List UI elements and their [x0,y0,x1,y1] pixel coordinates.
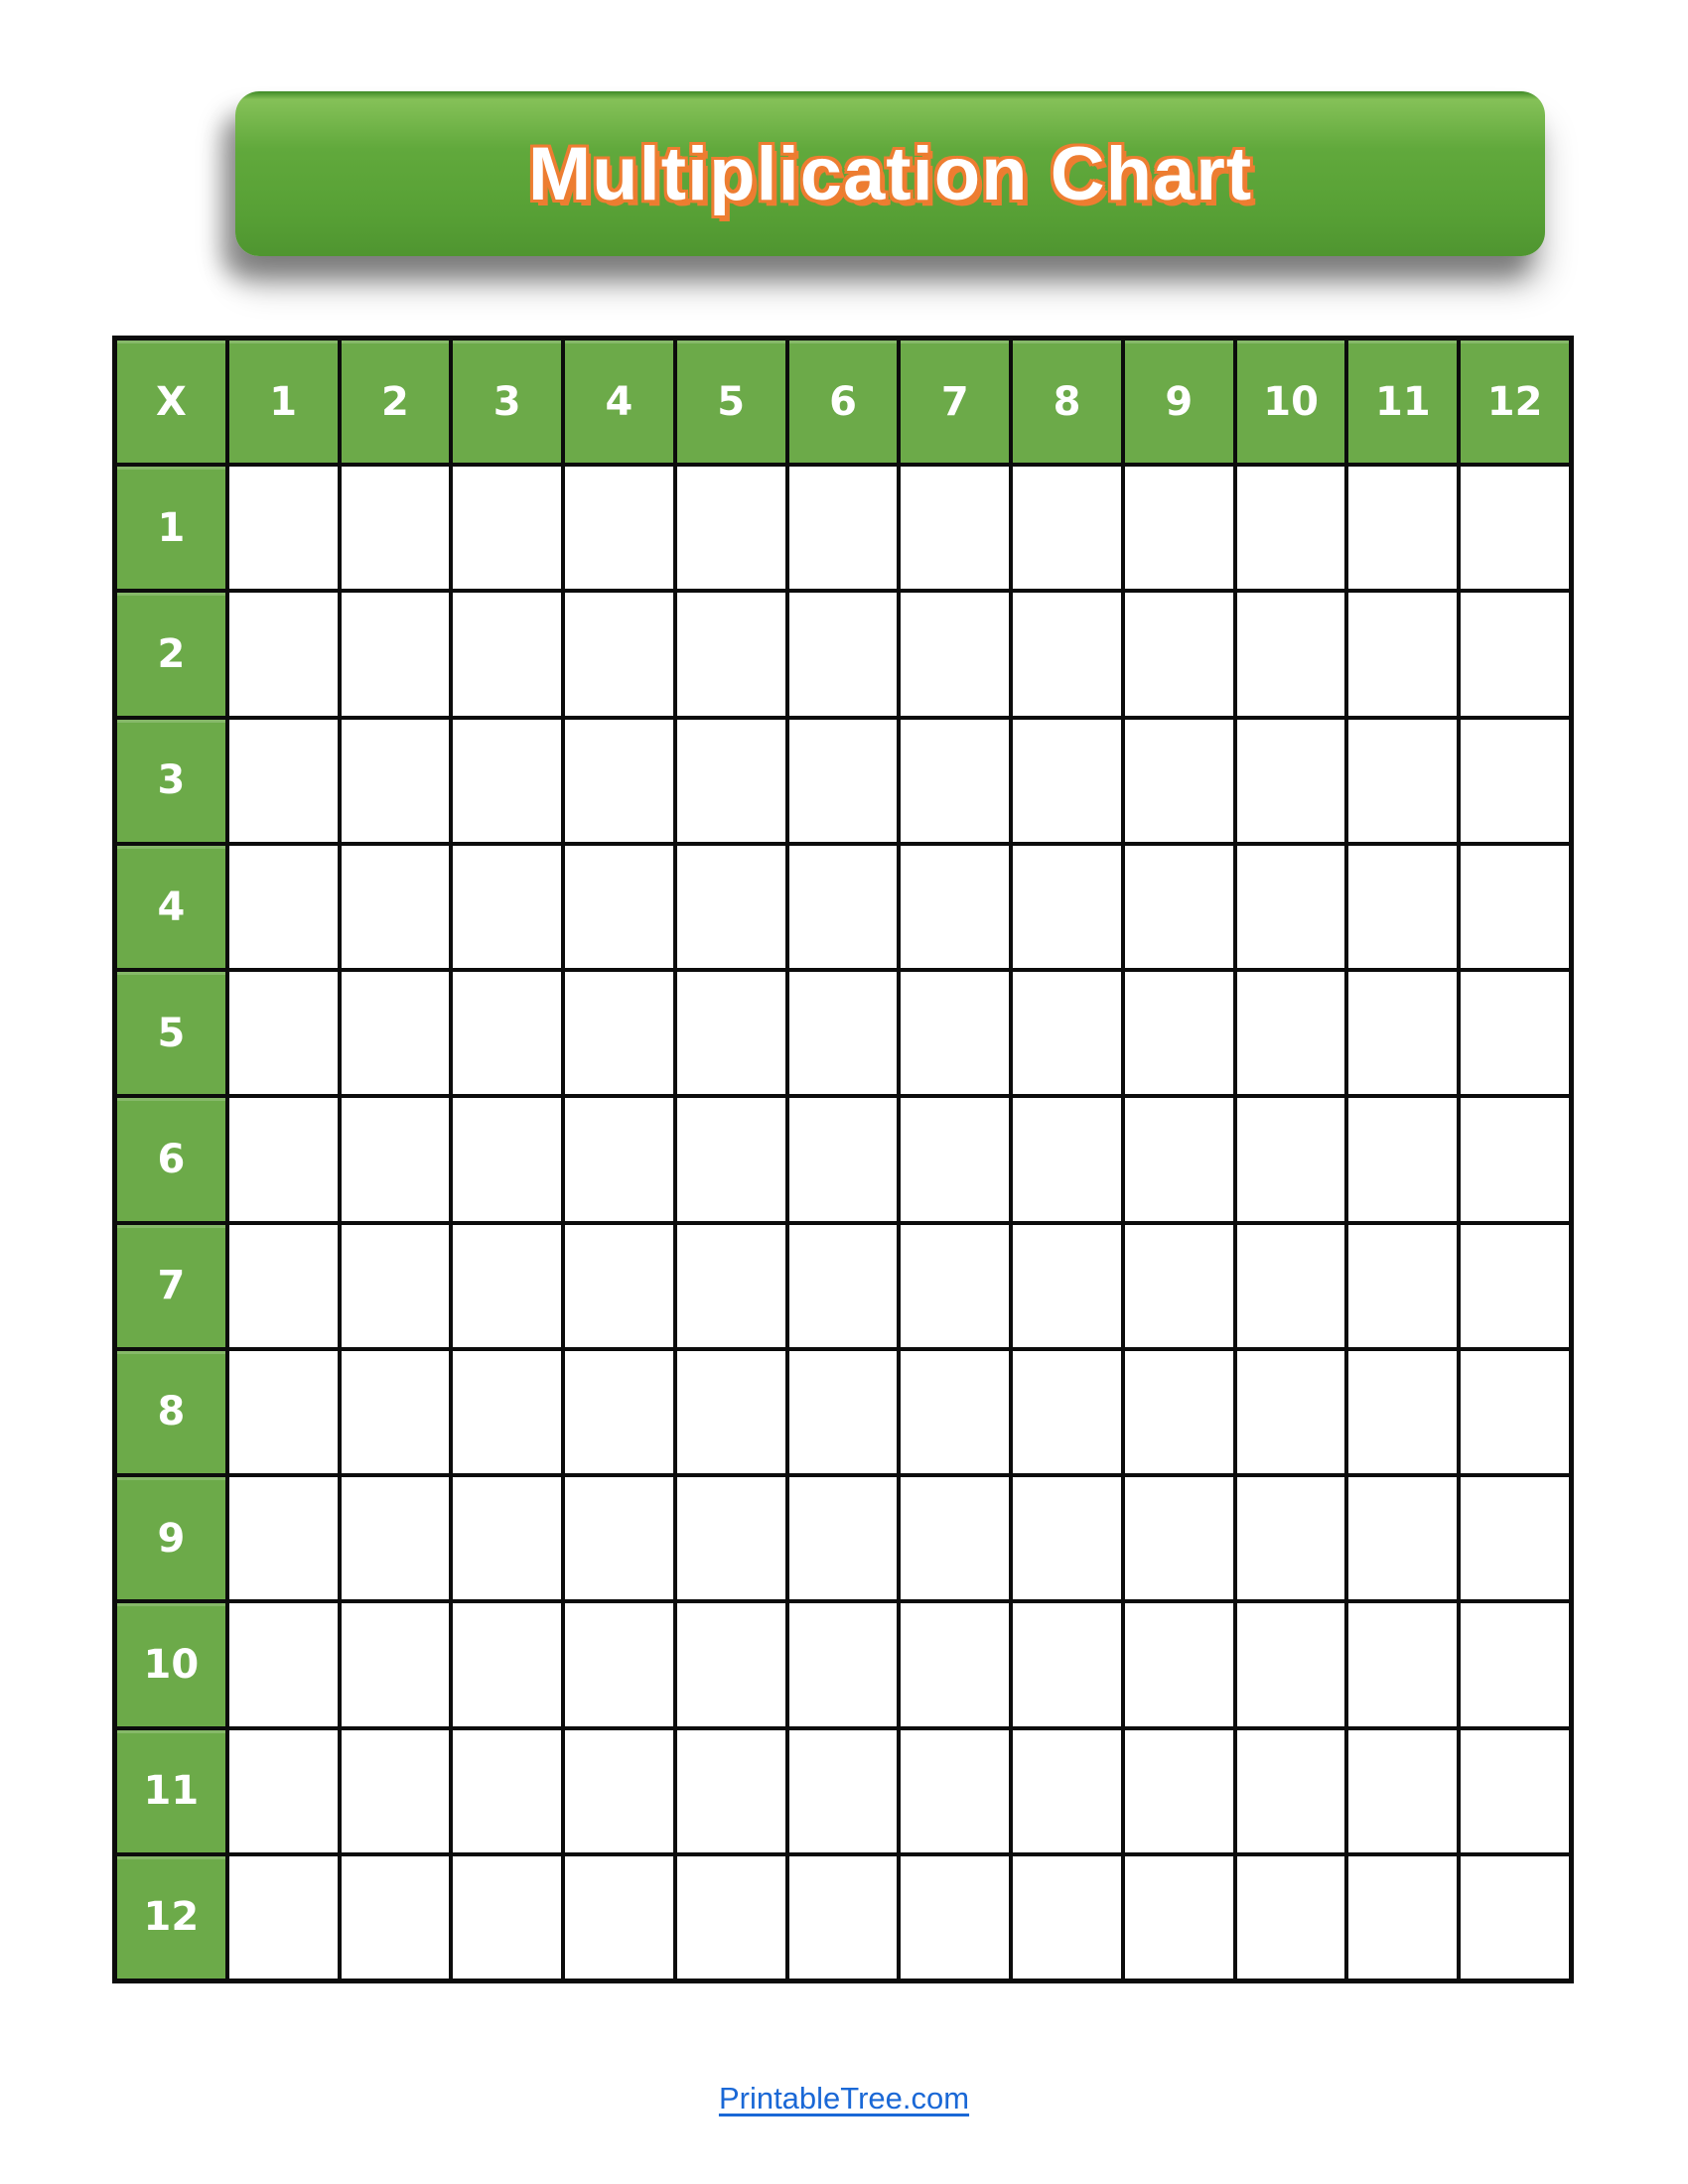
grid-cell [565,1730,673,1852]
grid-cell [1125,1856,1233,1979]
grid-cell [342,1351,450,1473]
grid-cell [789,467,898,589]
grid-cell [677,972,785,1094]
grid-cell [1237,720,1345,842]
grid-cell [1461,846,1569,968]
grid-cell [677,1730,785,1852]
grid-cell [1125,1098,1233,1220]
grid-cell [901,1351,1009,1473]
grid-cell [1237,1098,1345,1220]
column-header-cell: 6 [789,341,898,463]
column-header-cell: 2 [342,341,450,463]
grid-cell [453,1225,561,1347]
row-header-cell: 7 [117,1225,225,1347]
multiplication-grid [112,336,1574,1983]
grid-cell [677,467,785,589]
grid-cell [901,846,1009,968]
grid-cell [1461,1603,1569,1725]
row-header-cell: 12 [117,1856,225,1979]
grid-cell [1237,846,1345,968]
grid-cell [1013,972,1121,1094]
grid-cell [1237,1730,1345,1852]
grid-cell [1013,720,1121,842]
grid-cell [789,1477,898,1599]
grid-cell [453,593,561,715]
grid-cell [789,972,898,1094]
grid-cell [453,467,561,589]
grid-cell [342,1730,450,1852]
column-header-cell: 7 [901,341,1009,463]
grid-cell [1237,1477,1345,1599]
grid-cell [1461,593,1569,715]
grid-cell [1013,1730,1121,1852]
grid-cell [1348,1603,1457,1725]
grid-cell [1348,1098,1457,1220]
grid-cell [1461,1098,1569,1220]
grid-cell [677,846,785,968]
grid-cell [677,1098,785,1220]
grid-cell [901,972,1009,1094]
grid-cell [789,1603,898,1725]
grid-cell [789,593,898,715]
grid-cell [677,1477,785,1599]
grid-cell [565,972,673,1094]
grid-cell [453,1098,561,1220]
grid-cell [1348,1477,1457,1599]
grid-cell [1348,1856,1457,1979]
grid-cell [342,1477,450,1599]
grid-cell [1125,1477,1233,1599]
grid-cell [565,720,673,842]
grid-cell [789,1351,898,1473]
grid-cell [1237,1856,1345,1979]
grid-cell [342,1856,450,1979]
grid-cell [342,720,450,842]
grid-cell [565,1098,673,1220]
grid-cell [1348,1351,1457,1473]
grid-cell [1013,593,1121,715]
grid-cell [229,593,338,715]
grid-cell [1125,1603,1233,1725]
grid-cell [342,1603,450,1725]
grid-cell [677,593,785,715]
grid-cell [677,720,785,842]
grid-cell [1461,972,1569,1094]
column-header-cell: 5 [677,341,785,463]
row-header-cell: 2 [117,593,225,715]
grid-cell [229,467,338,589]
grid-cell [677,1603,785,1725]
grid-cell [789,1730,898,1852]
grid-cell [789,846,898,968]
row-header-cell: 1 [117,467,225,589]
grid-cell [453,1477,561,1599]
grid-cell [1461,1225,1569,1347]
grid-cell [1348,720,1457,842]
grid-cell [342,846,450,968]
column-header-cell: 8 [1013,341,1121,463]
grid-cell [1461,467,1569,589]
grid-cell [1125,593,1233,715]
row-header-cell: 6 [117,1098,225,1220]
row-header-cell: 8 [117,1351,225,1473]
grid-cell [901,1856,1009,1979]
column-header-cell: 9 [1125,341,1233,463]
grid-cell [1348,1225,1457,1347]
grid-cell [1125,1225,1233,1347]
grid-cell [677,1351,785,1473]
grid-cell [565,1603,673,1725]
grid-cell [342,972,450,1094]
grid-cell [565,467,673,589]
grid-cell [453,1351,561,1473]
grid-cell [677,1856,785,1979]
grid-cell [677,1225,785,1347]
column-header-cell: 1 [229,341,338,463]
grid-cell [901,467,1009,589]
grid-cell [1237,1603,1345,1725]
grid-cell [1125,972,1233,1094]
row-header-cell: 9 [117,1477,225,1599]
grid-cell [789,1856,898,1979]
grid-cell [901,1098,1009,1220]
grid-cell [901,1730,1009,1852]
grid-cell [453,1603,561,1725]
grid-cell [901,1477,1009,1599]
row-header-cell: 5 [117,972,225,1094]
grid-cell [1013,467,1121,589]
grid-cell [1013,1225,1121,1347]
grid-cell [1348,593,1457,715]
grid-cell [901,1603,1009,1725]
grid-cell [1237,972,1345,1094]
grid-cell [1348,467,1457,589]
grid-cell [1013,846,1121,968]
grid-cell [1013,1856,1121,1979]
grid-cell [1125,467,1233,589]
grid-cell [1237,1225,1345,1347]
grid-cell [565,1477,673,1599]
column-header-cell: 3 [453,341,561,463]
grid-cell [453,720,561,842]
grid-cell [789,1225,898,1347]
column-header-cell: 10 [1237,341,1345,463]
grid-cell [565,846,673,968]
grid-cell [342,593,450,715]
grid-cell [901,1225,1009,1347]
grid-cell [1461,1477,1569,1599]
grid-cell [1013,1603,1121,1725]
grid-cell [342,1225,450,1347]
grid-cell [1013,1098,1121,1220]
row-header-cell: 11 [117,1730,225,1852]
grid-cell [342,467,450,589]
grid-cell [1461,720,1569,842]
grid-cell [901,720,1009,842]
row-header-cell: 4 [117,846,225,968]
column-header-cell: 11 [1348,341,1457,463]
grid-cell [565,1856,673,1979]
grid-cell [1461,1351,1569,1473]
grid-cell [229,1225,338,1347]
row-header-cell: 3 [117,720,225,842]
grid-cell [453,846,561,968]
grid-cell [1125,720,1233,842]
grid-cell [229,1603,338,1725]
grid-cell [1237,1351,1345,1473]
title-banner [235,91,1545,256]
grid-cell [229,1098,338,1220]
grid-cell [229,846,338,968]
grid-cell [453,972,561,1094]
grid-cell [453,1730,561,1852]
grid-cell [1013,1477,1121,1599]
footer-link[interactable]: PrintableTree.com [718,2081,970,2116]
grid-cell [1013,1351,1121,1473]
footer [0,2081,1688,2116]
grid-cell [229,1351,338,1473]
grid-cell [565,1225,673,1347]
grid-cell [1125,1730,1233,1852]
grid-cell [1237,593,1345,715]
grid-cell [1125,846,1233,968]
grid-cell [342,1098,450,1220]
grid-cell [789,1098,898,1220]
grid-cell [1348,1730,1457,1852]
grid-cell [1125,1351,1233,1473]
column-header-cell: 4 [565,341,673,463]
grid-cell [901,593,1009,715]
grid-cell [565,593,673,715]
grid-cell [1348,846,1457,968]
grid-cell [229,720,338,842]
corner-header-cell: X [117,341,225,463]
page-title: Multiplication Chart [527,131,1253,216]
grid-cell [229,972,338,1094]
grid-cell [229,1856,338,1979]
grid-cell [565,1351,673,1473]
grid-cell [1237,467,1345,589]
grid-cell [453,1856,561,1979]
grid-cell [1461,1856,1569,1979]
grid-cell [229,1477,338,1599]
grid-cell [1348,972,1457,1094]
row-header-cell: 10 [117,1603,225,1725]
grid-cell [1461,1730,1569,1852]
column-header-cell: 12 [1461,341,1569,463]
grid-cell [789,720,898,842]
grid-cell [229,1730,338,1852]
